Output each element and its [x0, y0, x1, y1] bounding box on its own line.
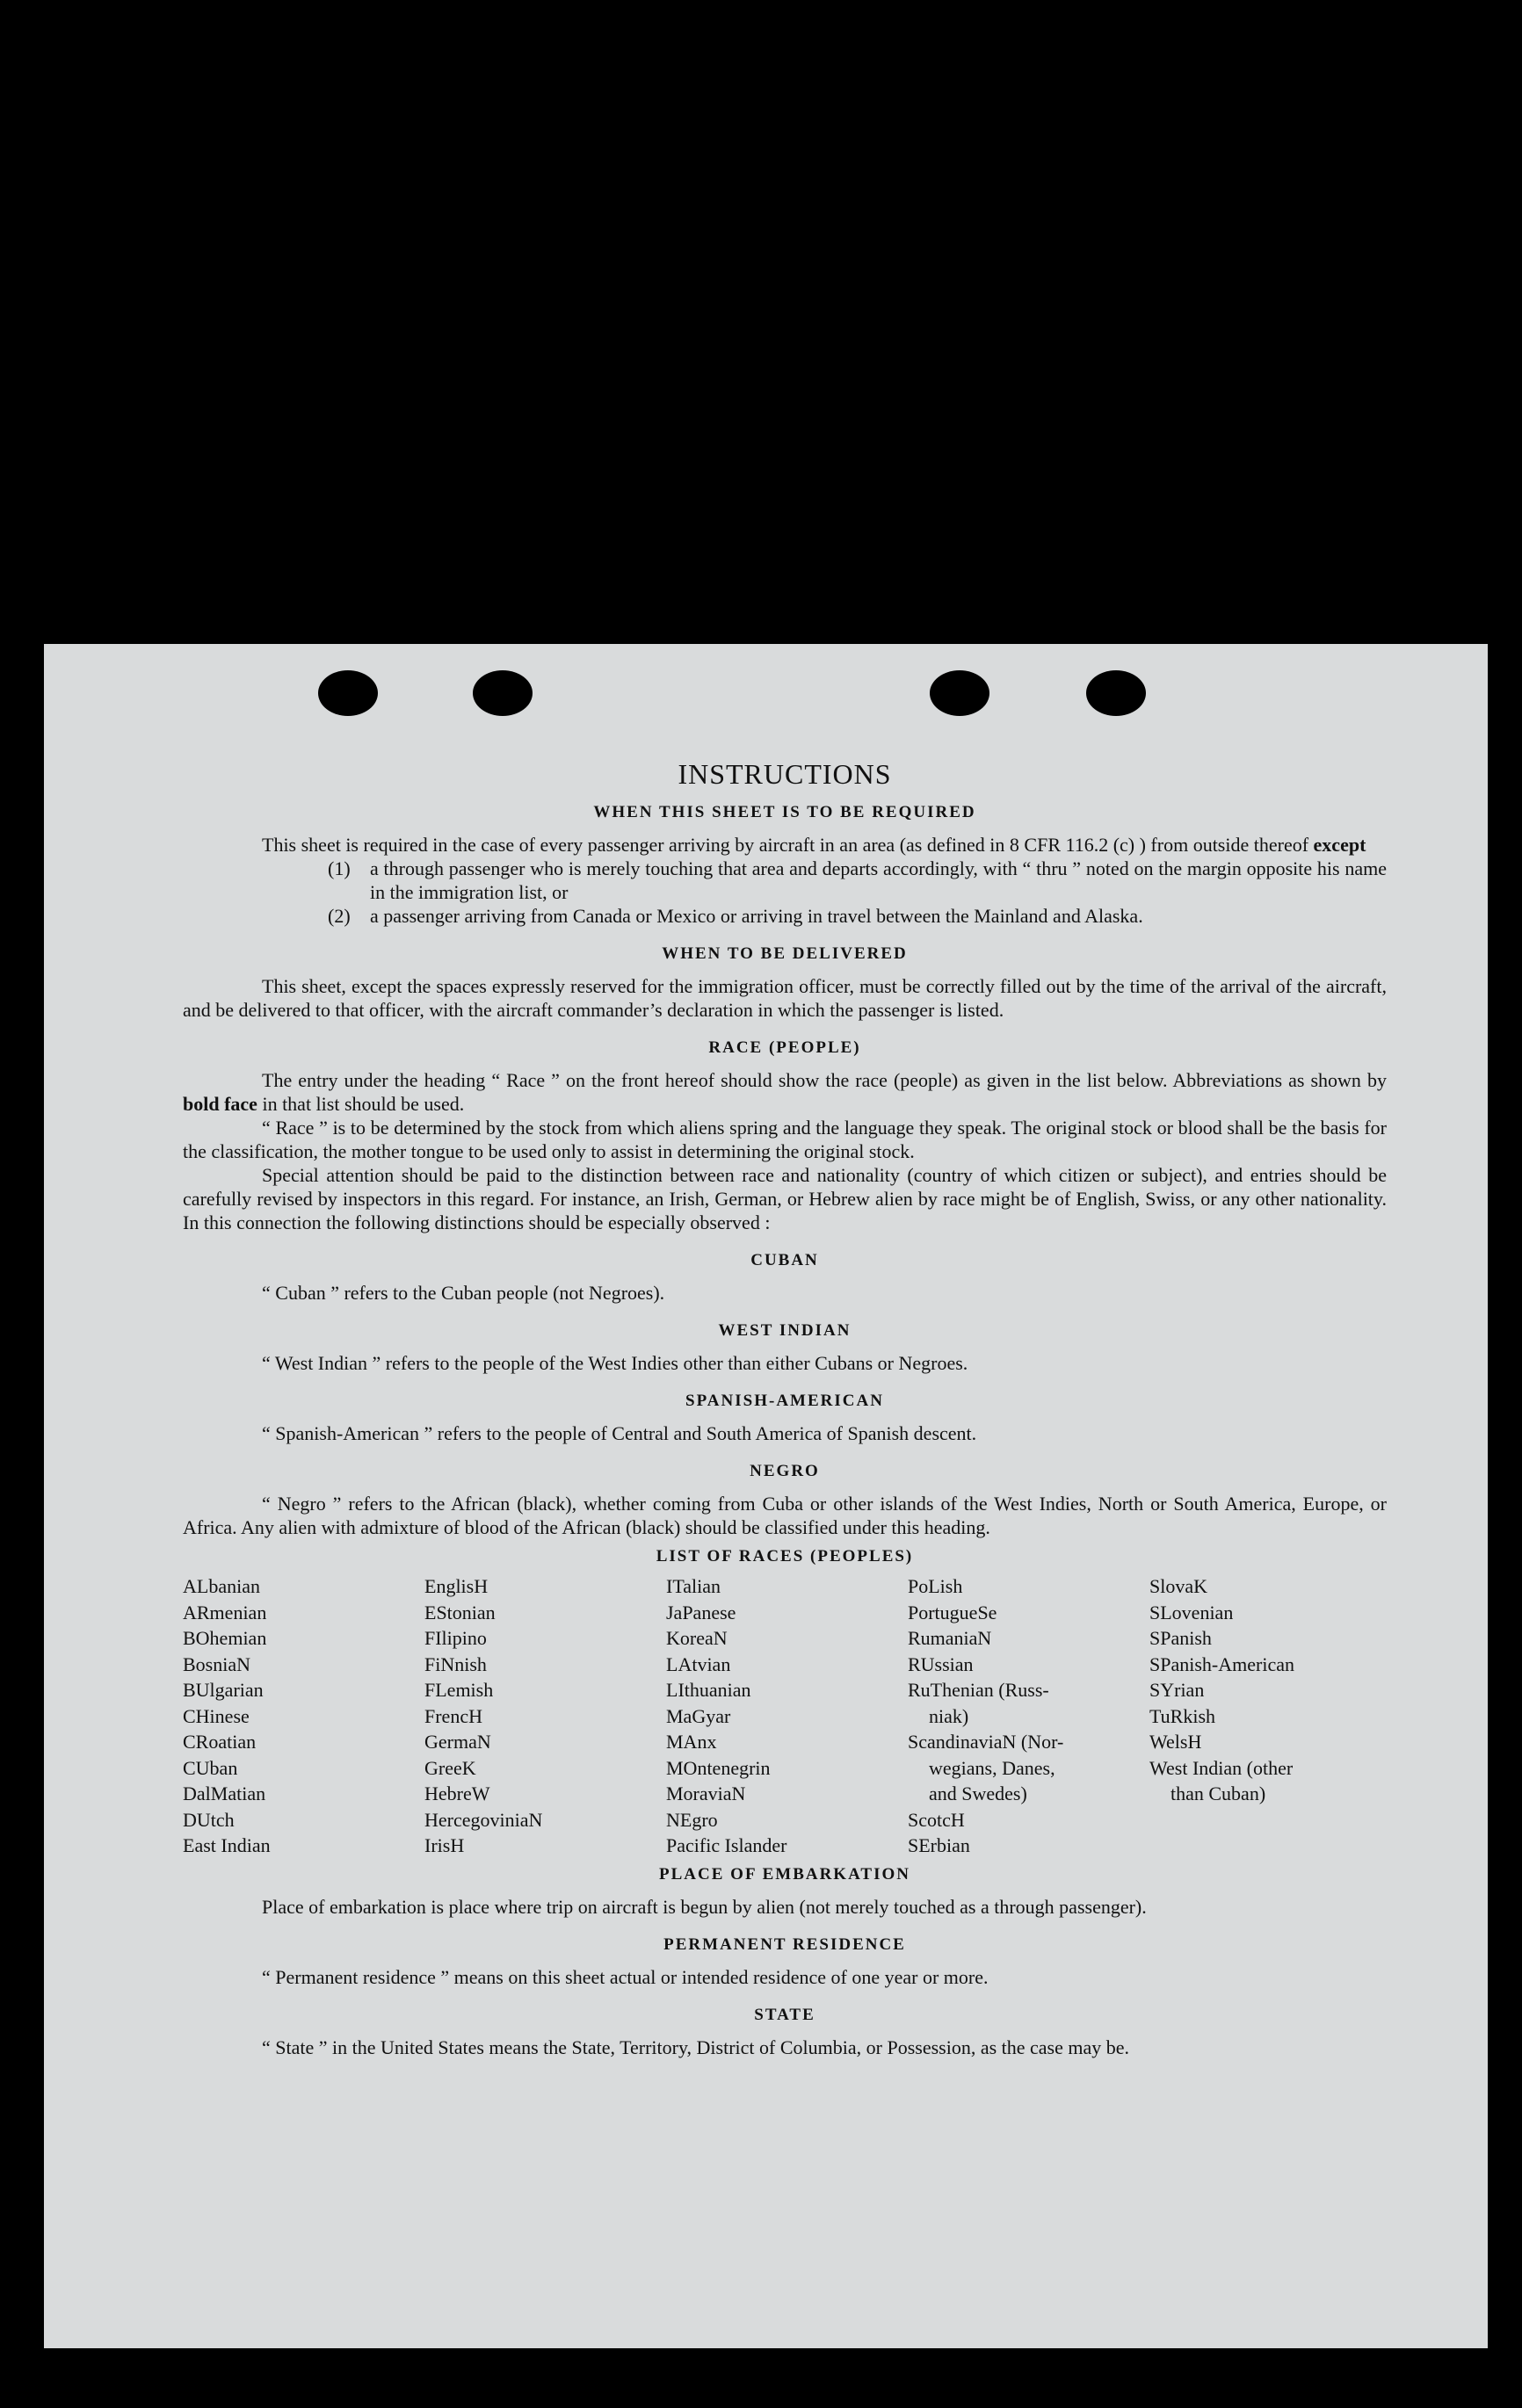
section-heading: PERMANENT RESIDENCE	[663, 1934, 906, 1954]
list-item: SLovenian	[1149, 1601, 1234, 1623]
list-item: ITalian	[666, 1575, 721, 1597]
page-title: INSTRUCTIONS	[678, 758, 892, 790]
list-item: (1) a through passenger who is merely touching that area and departs accordingly, with “ thru ” noted on the margin opposite his name in the immigration list, or	[328, 857, 1387, 903]
list-item: ALbanian	[183, 1575, 260, 1597]
paragraph: This sheet is required in the case of every passenger arriving by aircraft in an area (as defined in 8 CFR 116.2 (c) ) from outside thereof except	[262, 834, 1366, 856]
list-item: JaPanese	[666, 1601, 736, 1623]
list-item: NEgro	[666, 1808, 718, 1831]
paragraph: Special attention should be paid to the distinction between race and nationality (country of which citizen or subject), and entries should be carefully revised by inspectors in this regard. For instance, an Irish, German, or Hebrew alien by race might be of English, Swiss, or any other nationality. In this connection the following distinctions should be especially observed :	[183, 1164, 1387, 1233]
races-column	[666, 1573, 908, 1859]
list-item: EnglisH	[424, 1575, 489, 1597]
list-item: wegians, Danes,	[929, 1756, 1055, 1779]
list-item: FLemish	[424, 1679, 494, 1701]
list-item: MoraviaN	[666, 1782, 746, 1804]
paragraph: “ Permanent residence ” means on this sheet actual or intended residence of one year or more.	[262, 1965, 989, 1988]
list-item: CHinese	[183, 1704, 250, 1727]
list-item: RumaniaN	[908, 1627, 992, 1649]
paragraph: “ Race ” is to be determined by the stock from which aliens spring and the language they speak. The original stock or blood shall be the basis for the classification, the mother tongue to be used only to assist in determining the original stock.	[183, 1117, 1387, 1162]
list-item: CRoatian	[183, 1731, 257, 1753]
list-item: BOhemian	[183, 1627, 267, 1649]
section-heading: WHEN THIS SHEET IS TO BE REQUIRED	[593, 803, 976, 821]
list-item: FiNnish	[424, 1652, 487, 1675]
list-item: MAnx	[666, 1731, 717, 1753]
section-heading: NEGRO	[750, 1462, 820, 1480]
list-item: ScandinaviaN (Nor-	[908, 1731, 1064, 1753]
list-item: DalMatian	[183, 1782, 266, 1804]
section-heading: WEST INDIAN	[718, 1321, 852, 1340]
list-item: SPanish	[1149, 1627, 1212, 1649]
list-item: SErbian	[908, 1834, 970, 1856]
list-item: BUlgarian	[183, 1679, 264, 1701]
section-heading: STATE	[754, 2005, 815, 2024]
list-item: CUban	[183, 1756, 238, 1779]
list-item: LIthuanian	[666, 1679, 751, 1701]
section-heading: SPANISH-AMERICAN	[685, 1392, 884, 1410]
punch-hole	[473, 670, 533, 716]
section-heading: WHEN TO BE DELIVERED	[662, 944, 908, 963]
races-column	[183, 1573, 424, 1859]
races-list	[183, 1573, 1387, 1859]
list-item: (2) a passenger arriving from Canada or Mexico or arriving in travel between the Mainland and Alaska.	[328, 905, 1143, 927]
list-item: West Indian (other	[1149, 1756, 1294, 1779]
instruction-sheet	[44, 644, 1488, 2348]
paragraph: Place of embarkation is place where trip on aircraft is begun by alien (not merely touched as a through passenger).	[262, 1895, 1147, 1918]
list-item: SYrian	[1149, 1679, 1205, 1701]
races-column	[908, 1573, 1149, 1859]
list-item: FrencH	[424, 1704, 482, 1727]
list-item: GreeK	[424, 1756, 476, 1779]
list-item: Pacific Islander	[666, 1834, 787, 1856]
paragraph: The entry under the heading “ Race ” on the front hereof should show the race (people) as given in the list below. Abbreviations as shown by bold face in that list should be used.	[183, 1069, 1387, 1115]
list-item: BosniaN	[183, 1652, 250, 1675]
list-item: RUssian	[908, 1652, 974, 1675]
list-item: than Cuban)	[1170, 1782, 1266, 1804]
list-item: HebreW	[424, 1782, 490, 1804]
paragraph: This sheet, except the spaces expressly reserved for the immigration officer, must be correctly filled out by the time of the arrival of the aircraft, and be delivered to that officer, with the aircraft commander’s declaration in which the passenger is listed.	[183, 975, 1387, 1021]
list-item: IrisH	[424, 1834, 465, 1856]
punch-hole	[1086, 670, 1146, 716]
punch-hole	[318, 670, 378, 716]
list-item: MOntenegrin	[666, 1756, 771, 1779]
paragraph: “ West Indian ” refers to the people of the West Indies other than either Cubans or Negroes.	[262, 1352, 968, 1374]
list-item: WelsH	[1149, 1731, 1202, 1753]
list-item: SPanish-American	[1149, 1652, 1294, 1675]
list-item: MaGyar	[666, 1704, 731, 1727]
list-item: PortugueSe	[908, 1601, 997, 1623]
list-item: FIlipino	[424, 1627, 487, 1649]
list-item: RuThenian (Russ-	[908, 1679, 1049, 1701]
list-item: niak)	[929, 1704, 969, 1727]
section-heading: CUBAN	[750, 1251, 819, 1269]
list-item: EStonian	[424, 1601, 496, 1623]
list-item: TuRkish	[1149, 1704, 1216, 1727]
section-heading: RACE (PEOPLE)	[708, 1038, 861, 1057]
punch-hole	[930, 670, 989, 716]
paragraph: “ State ” in the United States means the State, Territory, District of Columbia, or Possession, as the case may be.	[262, 2036, 1130, 2058]
list-item: GermaN	[424, 1731, 491, 1753]
list-item: ScotcH	[908, 1808, 965, 1831]
section-heading: LIST OF RACES (PEOPLES)	[656, 1547, 914, 1566]
paragraph: “ Negro ” refers to the African (black), whether coming from Cuba or other islands of the West Indies, North or South America, Europe, or Africa. Any alien with admixture of blood of the African (black) should be classified under this heading.	[183, 1493, 1387, 1538]
list-item: KoreaN	[666, 1627, 728, 1649]
list-item: East Indian	[183, 1834, 271, 1856]
section-heading: PLACE OF EMBARKATION	[659, 1864, 910, 1884]
document-body	[183, 758, 1387, 2059]
list-item: and Swedes)	[929, 1782, 1027, 1804]
paragraph: “ Spanish-American ” refers to the people of Central and South America of Spanish descent.	[262, 1422, 977, 1444]
races-column	[424, 1573, 666, 1859]
list-item: LAtvian	[666, 1652, 731, 1675]
list-item: SlovaK	[1149, 1575, 1207, 1597]
paragraph: “ Cuban ” refers to the Cuban people (not Negroes).	[262, 1282, 665, 1304]
list-item: HercegoviniaN	[424, 1808, 543, 1831]
list-item: DUtch	[183, 1808, 235, 1831]
races-column	[1149, 1573, 1387, 1859]
list-item: PoLish	[908, 1575, 963, 1597]
list-item: ARmenian	[183, 1601, 267, 1623]
